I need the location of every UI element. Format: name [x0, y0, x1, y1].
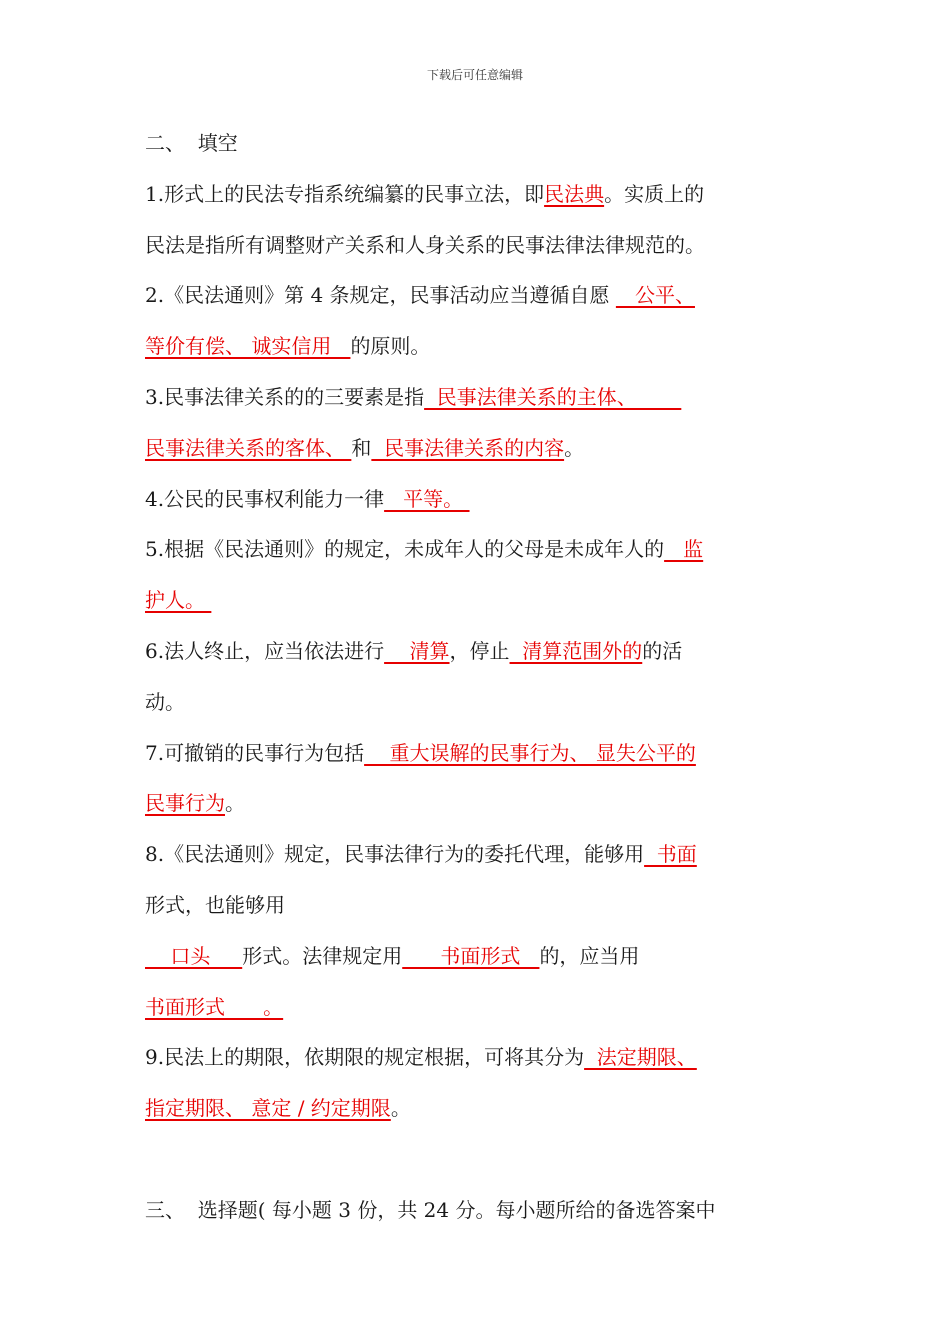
document-body [145, 118, 810, 1236]
answer-text: 法定期限、 [584, 1045, 697, 1070]
answer-text: 平等。 [384, 486, 470, 511]
answer-text: 口头 [145, 943, 243, 968]
question-text: 2.《民法通则》第 4 条规定，民事活动应当遵循自愿 [145, 283, 616, 308]
question-text: 的，应当用 [539, 943, 640, 968]
question-text: 6.法人终止，应当依法进行 [145, 638, 385, 663]
text-line [145, 778, 810, 829]
text-line [145, 270, 810, 321]
page-header: 下载后可任意编辑 [426, 68, 523, 82]
text-line [145, 829, 810, 880]
question-text: 9.民法上的期限，依期限的规定根据，可将其分为 [145, 1045, 585, 1070]
text-line [145, 1032, 810, 1083]
text-line [145, 118, 810, 169]
text-line [145, 1185, 810, 1236]
text-line [145, 524, 810, 575]
answer-text: 民法典 [544, 181, 605, 206]
text-line [145, 575, 810, 626]
question-text: 。 [390, 1096, 411, 1121]
text-line [145, 474, 810, 525]
question-text: 4.公民的民事权利能力一律 [145, 486, 385, 511]
question-text: 形式。法律规定用 [242, 943, 403, 968]
question-text: 的活 [642, 638, 683, 663]
question-text: 民法是指所有调整财产关系和人身关系的民事法律法律规范的。 [145, 232, 705, 257]
text-line [145, 931, 810, 982]
text-line [145, 220, 810, 271]
answer-text: 书面 [644, 842, 697, 867]
answer-text: 民事法律关系的客体、 [145, 435, 352, 460]
text-line [145, 423, 810, 474]
answer-text: 清算范围外的 [509, 638, 643, 663]
text-line [145, 169, 810, 220]
question-text: 二、 填空 [145, 131, 238, 155]
text-line [145, 1083, 810, 1134]
text-line [145, 677, 810, 728]
question-text: 7.可撤销的民事行为包括 [145, 740, 365, 765]
answer-text: 公平、 [615, 283, 695, 308]
answer-text: 书面形式 [402, 943, 540, 968]
text-line [145, 880, 810, 931]
question-text: 8.《民法通则》规定，民事法律行为的委托代理，能够用 [145, 842, 645, 867]
answer-text: 民事法律关系的内容 [371, 435, 565, 460]
question-text: 动。 [145, 689, 185, 714]
answer-text: 护人。 [145, 588, 212, 613]
text-line [145, 982, 810, 1033]
text-line [145, 321, 810, 372]
question-text: 。 [225, 791, 245, 816]
question-text: 5.根据《民法通则》的规定，未成年人的父母是未成年人的 [145, 537, 665, 562]
text-line [145, 626, 810, 677]
question-text: 和 [351, 435, 372, 460]
question-text: 。实质上的 [604, 181, 705, 206]
question-text: 。 [564, 435, 585, 460]
text-line [145, 728, 810, 779]
answer-text: 书面形式 。 [145, 994, 284, 1019]
answer-text: 民事行为 [145, 791, 225, 816]
answer-text: 监 [664, 537, 704, 562]
question-text: 的原则。 [350, 334, 431, 359]
answer-text: 民事法律关系的主体、 [424, 384, 682, 409]
answer-text: 清算 [384, 638, 450, 663]
question-text: 三、 选择题( 每小题 3 份，共 24 分。每小题所给的备选答案中 [145, 1197, 716, 1222]
blank-line [145, 1134, 810, 1185]
question-text: 1.形式上的民法专指系统编纂的民事立法，即 [145, 181, 545, 206]
text-line [145, 372, 810, 423]
question-text: 3.民事法律关系的的三要素是指 [145, 384, 425, 409]
question-text: 形式，也能够用 [145, 892, 285, 917]
question-text: ，停止 [449, 638, 510, 663]
answer-text: 重大误解的民事行为、 显失公平的 [364, 740, 696, 765]
answer-text: 指定期限、 意定 / 约定期限 [145, 1096, 391, 1121]
answer-text: 等价有偿、 诚实信用 [145, 334, 351, 359]
